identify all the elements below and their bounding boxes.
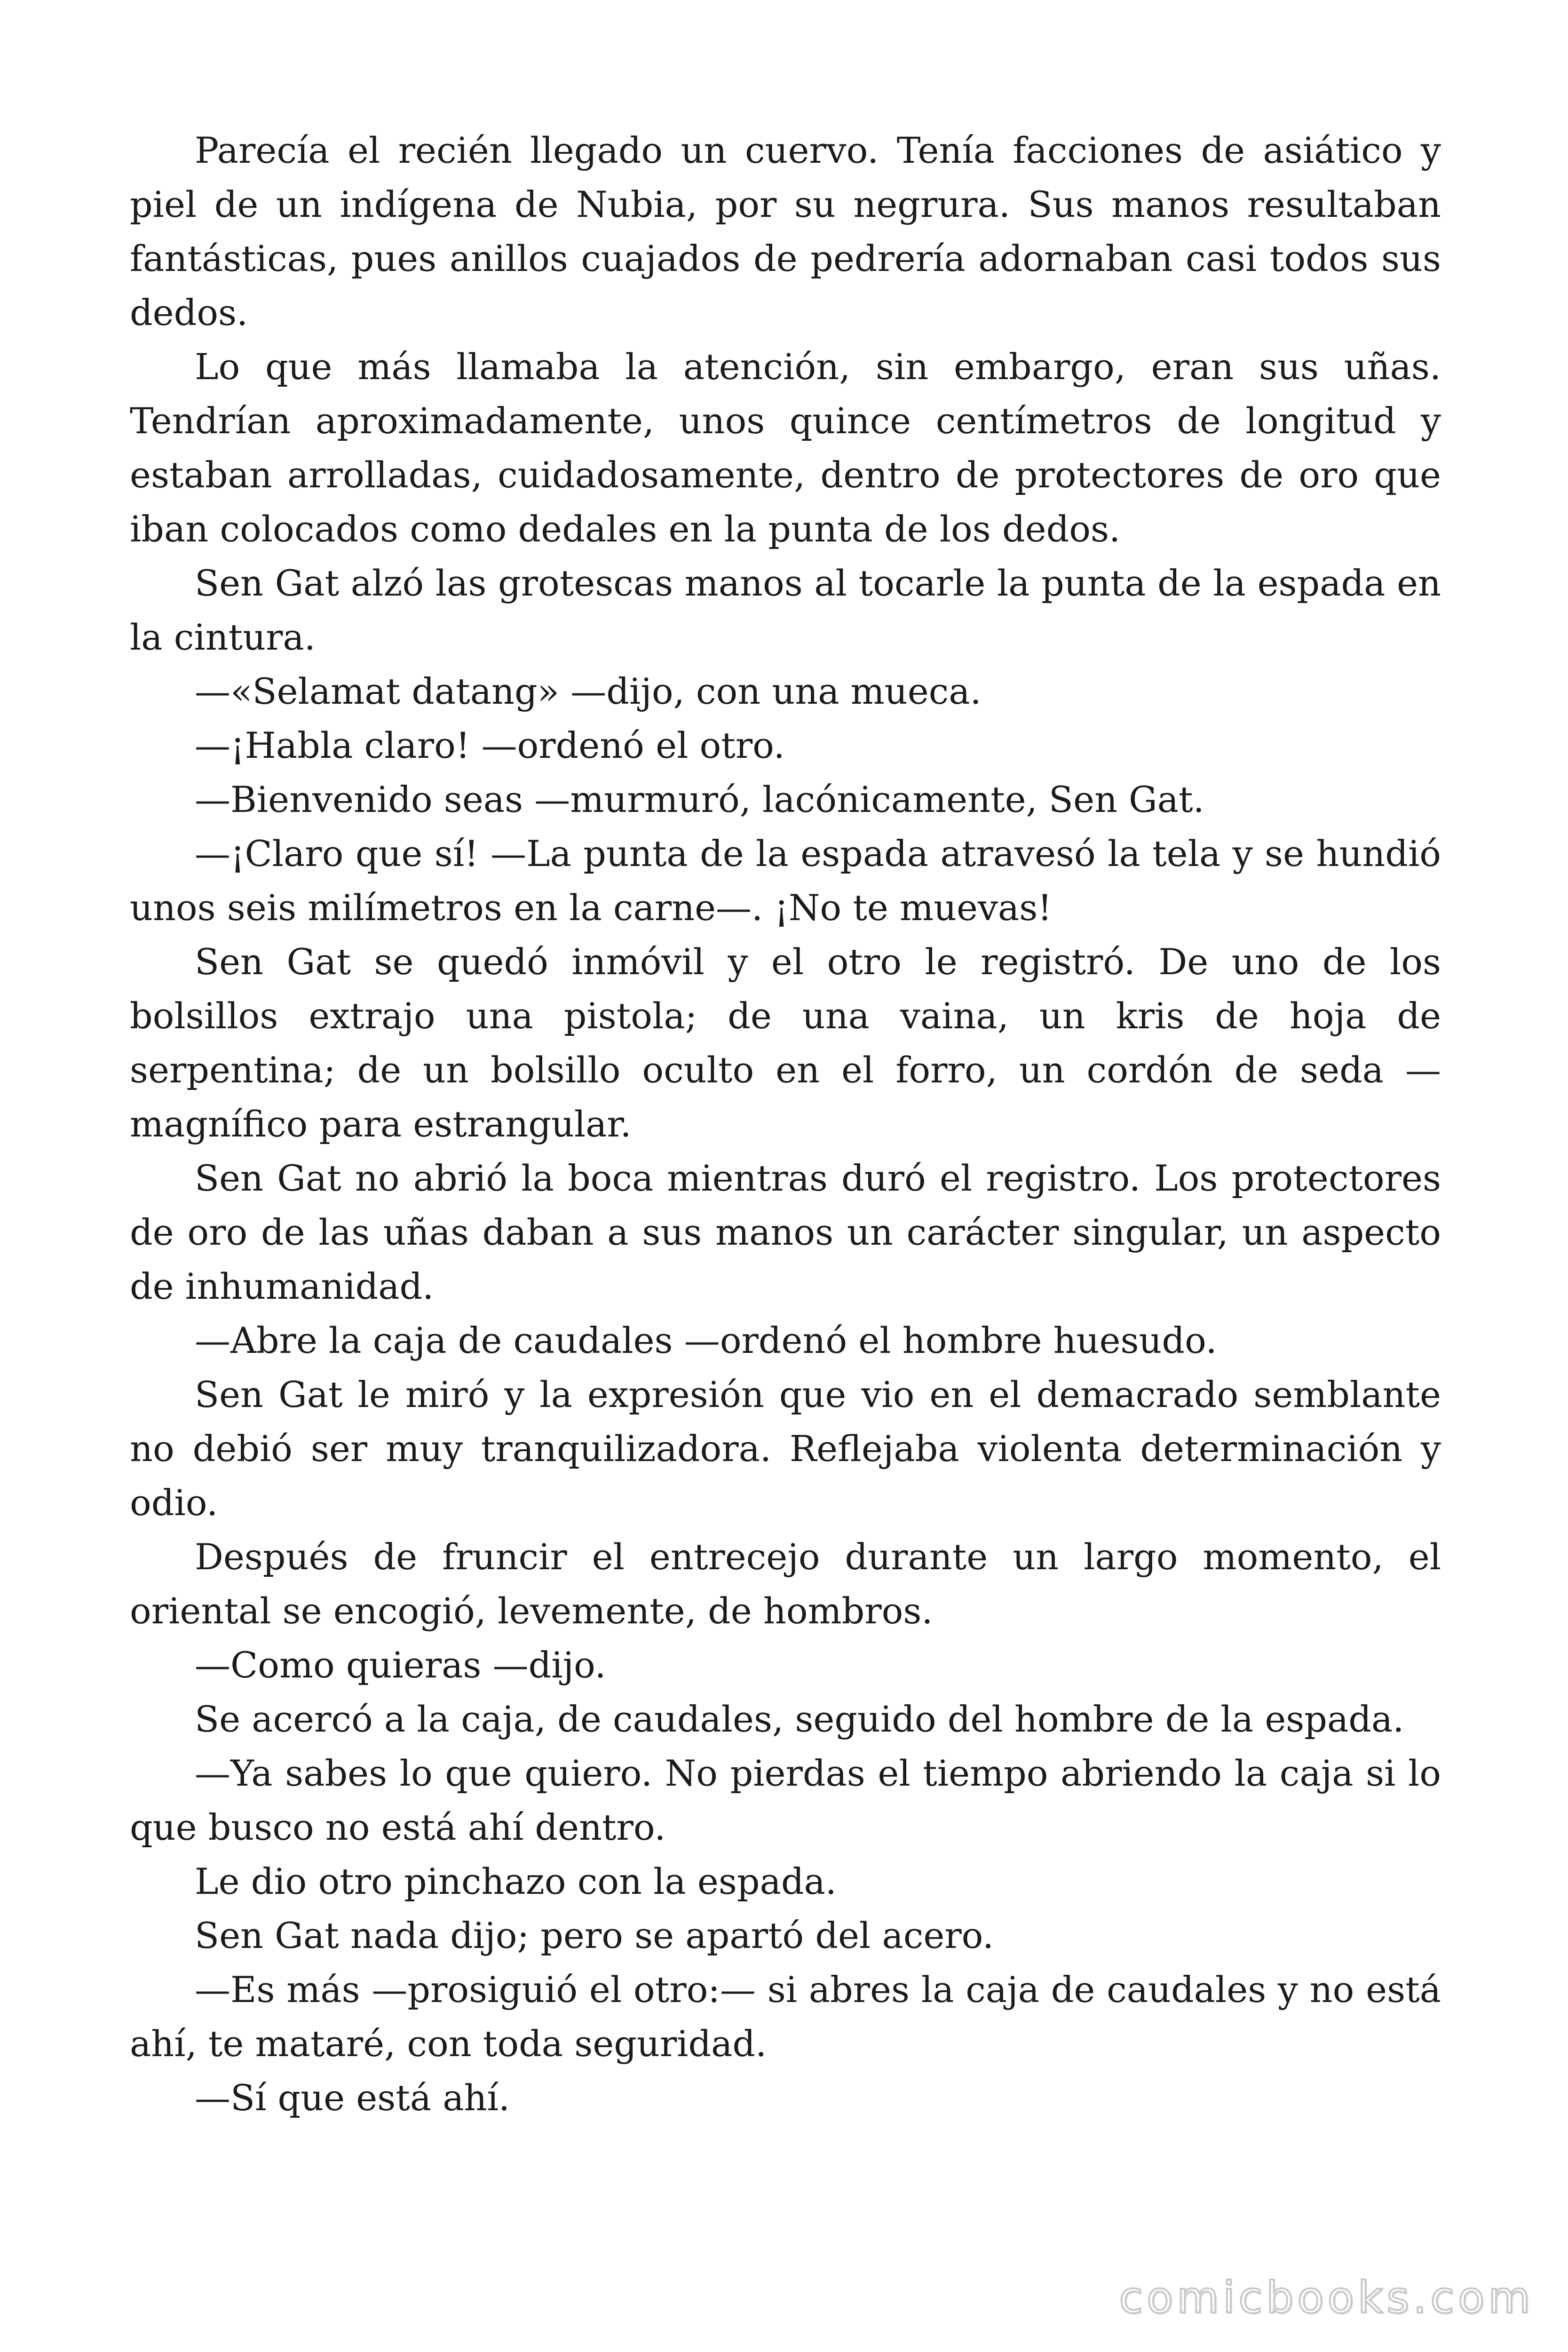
paragraph: Sen Gat alzó las grotescas manos al tocarle la punta de la espada en la cintura. (130, 562, 1441, 658)
paragraph: Sen Gat nada dijo; pero se apartó del acero. (195, 1915, 994, 1956)
paragraph: Le dio otro pinchazo con la espada. (195, 1860, 837, 1902)
watermark: comicbooks.com (1119, 2273, 1534, 2323)
paragraph: Sen Gat se quedó inmóvil y el otro le registró. De uno de los bolsillos extrajo una pistola; de una vaina, un kris de hoja de serpentina; de un bolsillo oculto en el forro, un cordón de seda —magnífico para estrangular. (130, 941, 1441, 1145)
paragraph: —Sí que está ahí. (195, 2077, 510, 2119)
paragraph: Sen Gat le miró y la expresión que vio en el demacrado semblante no debió ser muy tranquilizadora. Reflejaba violenta determinación y odio. (130, 1374, 1441, 1524)
book-page-text (130, 123, 1441, 2240)
paragraph: Sen Gat no abrió la boca mientras duró el registro. Los protectores de oro de las uñas daban a sus manos un carácter singular, un aspecto de inhumanidad. (130, 1157, 1441, 1307)
paragraph: —«Selamat datang» —dijo, con una mueca. (195, 670, 982, 712)
paragraph: —¡Habla claro! —ordenó el otro. (195, 724, 785, 766)
paragraph: Después de fruncir el entrecejo durante un largo momento, el oriental se encogió, levemente, de hombros. (130, 1536, 1441, 1632)
paragraph: Se acercó a la caja, de caudales, seguido del hombre de la espada. (195, 1698, 1404, 1740)
paragraph: —Es más —prosiguió el otro:— si abres la caja de caudales y no está ahí, te mataré, con toda seguridad. (130, 1969, 1441, 2065)
paragraph: Lo que más llamaba la atención, sin embargo, eran sus uñas. Tendrían aproximadamente, unos quince centímetros de longitud y estaban arrolladas, cuidadosamente, dentro de protectores de oro que iban colocados como dedales en la punta de los dedos. (130, 346, 1441, 550)
paragraph: —Como quieras —dijo. (195, 1644, 606, 1686)
paragraph: —Bienvenido seas —murmuró, lacónicamente, Sen Gat. (195, 779, 1204, 820)
paragraph: Parecía el recién llegado un cuervo. Tenía facciones de asiático y piel de un indígena de Nubia, por su negrura. Sus manos resultaban fantásticas, pues anillos cuajados de pedrería adornaban casi todos sus dedos. (130, 129, 1441, 334)
paragraph: —Ya sabes lo que quiero. No pierdas el tiempo abriendo la caja si lo que busco no está ahí dentro. (130, 1752, 1441, 1848)
paragraph: —¡Claro que sí! —La punta de la espada atravesó la tela y se hundió unos seis milímetros en la carne—. ¡No te muevas! (130, 833, 1441, 929)
paragraph: —Abre la caja de caudales —ordenó el hombre huesudo. (195, 1319, 1217, 1361)
